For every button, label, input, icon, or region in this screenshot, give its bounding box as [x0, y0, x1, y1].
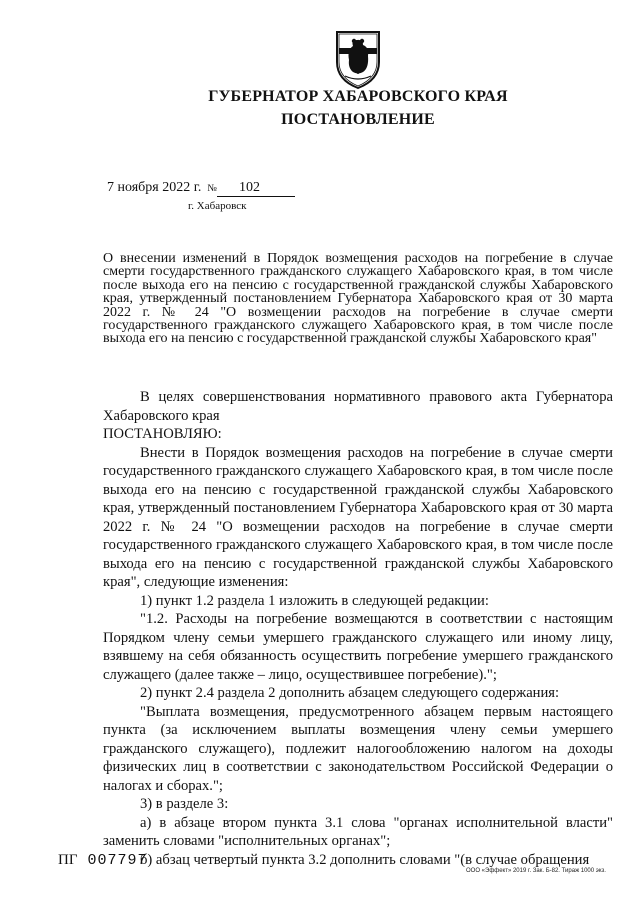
list-item-3a: а) в абзаце втором пункта 3.1 слова "органах исполнительной власти" заменить словами "исполнительных органах"; — [103, 814, 613, 849]
document-city: г. Хабаровск — [188, 200, 247, 212]
resolve-word: ПОСТАНОВЛЯЮ: — [103, 426, 222, 442]
khabarovsk-coat-of-arms-icon — [333, 28, 383, 90]
document-type: ПОСТАНОВЛЕНИЕ — [281, 111, 435, 128]
printer-imprint: ООО «Эффект» 2019 г. Зак. Б-82. Тираж 1000 экз. — [466, 868, 606, 874]
quote-1: "1.2. Расходы на погребение возмещаются в соответствии с настоящим Порядком члену семьи умершего гражданского служащего или иному лицу, взявшему на себя обязанность осуществить погребение умершего гражданского служащего (далее также – лицо, осуществившее погребение)."; — [103, 611, 613, 683]
quote-2: "Выплата возмещения, предусмотренного абзацем первым настоящего пункта (за исключением выплаты возмещения члену семьи умершего гражданского служащего), подлежит налогообложению налогом на доходы физических лиц в соответствии с законодательством Российской Федерации о налогах и сборах."; — [103, 703, 613, 794]
form-serial-number: 007797 — [87, 852, 148, 869]
list-item-2: 2) пункт 2.4 раздела 2 дополнить абзацем следующего содержания: — [140, 685, 560, 701]
document-date: 7 ноября 2022 г. — [107, 180, 202, 195]
document-number: 102 — [217, 180, 295, 197]
paragraph-main: Внести в Порядок возмещения расходов на погребение в случае смерти государственного гражданского служащего Хабаровского края, в том числе после выхода его на пенсию с государственной гражданской службы Хабаровского края, утвержденный постановлением Губернатора Хабаровского края от 30 марта 2022 г. № 24 "О возмещении расходов на погребение в случае смерти государственного гражданского служащего Хабаровского края, в том числе после выхода его на пенсию с государственной гражданской службы Хабаровского края", следующие изменения: — [103, 444, 613, 590]
date-number-line — [107, 180, 295, 197]
list-item-3: 3) в разделе 3: — [140, 796, 229, 812]
document-body — [103, 388, 613, 869]
list-item-1: 1) пункт 1.2 раздела 1 изложить в следующей редакции: — [140, 592, 489, 609]
form-series: ПГ — [58, 852, 78, 868]
document-subject: О внесении изменений в Порядок возмещения расходов на погребение в случае смерти государственного гражданского служащего Хабаровского края, в том числе после выхода его на пенсию с государственной гражданской службы Хабаровского края, утвержденный постановлением Губернатора Хабаровского края от 30 марта 2022 г. № 24 "О возмещении расходов на погребение в случае смерти государственного гражданского служащего Хабаровского края, в том числе после выхода его на пенсию с государственной гражданской службы Хабаровского края" — [103, 251, 613, 347]
number-label: № — [207, 183, 217, 194]
list-item-3b: б) абзац четвертый пункта 3.2 дополнить словами "(в случае обращения — [140, 851, 590, 868]
governor-title: ГУБЕРНАТОР ХАБАРОВСКОГО КРАЯ — [208, 88, 508, 105]
preamble: В целях совершенствования нормативного правового акта Губернатора Хабаровского края — [103, 389, 613, 424]
form-serial — [58, 852, 148, 869]
